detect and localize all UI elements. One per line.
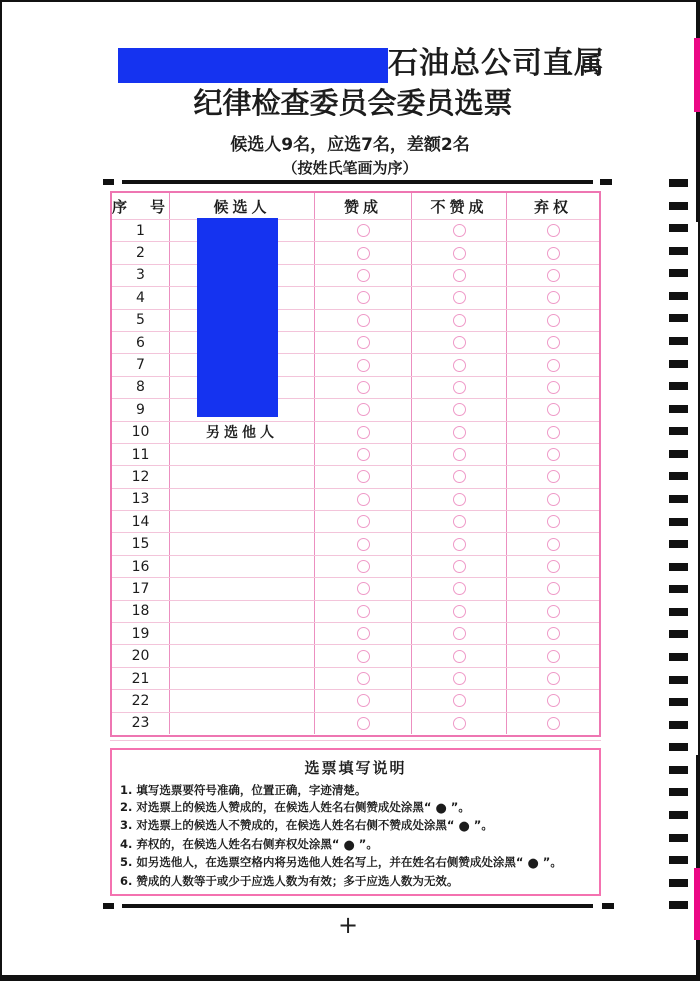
disapprove-cell[interactable] (411, 422, 506, 443)
vote-circle[interactable] (357, 314, 370, 327)
disapprove-cell[interactable] (411, 668, 506, 689)
filled-bubble-icon: ● (458, 819, 470, 834)
vote-circle[interactable] (453, 247, 466, 260)
vote-circle[interactable] (357, 359, 370, 372)
table-row (112, 309, 599, 331)
timing-mark (669, 721, 688, 729)
instruction-list (120, 782, 591, 889)
table-row (112, 510, 599, 532)
candidate-cell (169, 623, 314, 644)
vote-circle[interactable] (547, 314, 560, 327)
vote-circle[interactable] (453, 381, 466, 394)
approve-cell[interactable] (314, 310, 411, 331)
disapprove-cell[interactable] (411, 354, 506, 375)
abstain-cell[interactable] (506, 533, 599, 554)
timing-mark (669, 518, 688, 526)
abstain-cell[interactable] (506, 713, 599, 734)
table-row (112, 219, 599, 241)
approve-cell[interactable] (314, 668, 411, 689)
vote-circle[interactable] (453, 650, 466, 663)
candidate-cell (169, 466, 314, 487)
table-row (112, 577, 599, 599)
abstain-cell[interactable] (506, 220, 599, 241)
vote-circle[interactable] (547, 538, 560, 551)
abstain-cell[interactable] (506, 354, 599, 375)
table-row (112, 667, 599, 689)
approve-cell[interactable] (314, 265, 411, 286)
timing-mark (669, 834, 688, 842)
approve-cell[interactable] (314, 489, 411, 510)
table-row (112, 600, 599, 622)
abstain-cell[interactable] (506, 690, 599, 711)
candidate-cell (169, 690, 314, 711)
vote-circle[interactable] (453, 291, 466, 304)
disapprove-cell[interactable] (411, 601, 506, 622)
timing-mark (669, 427, 688, 435)
approve-cell[interactable] (314, 645, 411, 666)
timing-mark (669, 608, 688, 616)
disapprove-cell[interactable] (411, 444, 506, 465)
vote-circle[interactable] (453, 605, 466, 618)
instruction-item: 3. 对选票上的候选人不赞成的，在候选人姓名右侧不赞成处涂黑“ ● ”。 (120, 818, 493, 834)
vote-circle[interactable] (357, 426, 370, 439)
disapprove-cell[interactable] (411, 533, 506, 554)
row-number: 5 (136, 312, 145, 329)
abstain-cell[interactable] (506, 489, 599, 510)
row-number: 16 (131, 558, 150, 575)
approve-cell[interactable] (314, 690, 411, 711)
vote-circle[interactable] (547, 605, 560, 618)
vote-circle[interactable] (547, 470, 560, 483)
table-row (112, 376, 599, 398)
disapprove-cell[interactable] (411, 399, 506, 420)
scan-edge-top (0, 0, 700, 2)
disapprove-cell[interactable] (411, 310, 506, 331)
rule-cap-top-right (600, 179, 612, 185)
vote-circle[interactable] (357, 291, 370, 304)
abstain-cell[interactable] (506, 310, 599, 331)
row-number: 3 (136, 267, 145, 284)
row-number: 21 (131, 670, 150, 687)
timing-mark (669, 405, 688, 413)
vote-circle[interactable] (357, 582, 370, 595)
timing-mark (669, 360, 688, 368)
candidate-cell (169, 511, 314, 532)
timing-mark (669, 202, 688, 210)
disapprove-cell[interactable] (411, 287, 506, 308)
table-row (112, 331, 599, 353)
vote-circle[interactable] (547, 582, 560, 595)
timing-mark (669, 382, 688, 390)
row-number: 10 (131, 424, 150, 441)
table-body (112, 219, 599, 734)
approve-cell[interactable] (314, 556, 411, 577)
instructions-box (110, 748, 601, 896)
table-row (112, 286, 599, 308)
candidate-cell (169, 713, 314, 734)
vote-circle[interactable] (357, 560, 370, 573)
vote-circle[interactable] (453, 314, 466, 327)
table-row (112, 644, 599, 666)
header-disapprove: 不赞成 (411, 193, 506, 219)
table-row (112, 532, 599, 554)
table-row (112, 488, 599, 510)
table-row (112, 622, 599, 644)
filled-bubble-icon: ● (435, 800, 447, 816)
vote-circle[interactable] (547, 381, 560, 394)
ballot-title-line1: 石油总公司直属 (388, 46, 605, 81)
disapprove-cell[interactable] (411, 556, 506, 577)
candidate-cell (169, 489, 314, 510)
abstain-cell[interactable] (506, 265, 599, 286)
timing-mark (669, 676, 688, 684)
vote-circle[interactable] (453, 426, 466, 439)
filled-bubble-icon: ● (527, 856, 539, 871)
vote-circle[interactable] (453, 538, 466, 551)
header-abstain: 弃权 (506, 193, 599, 219)
vote-circle[interactable] (453, 359, 466, 372)
timing-mark (669, 901, 688, 909)
row-number: 17 (131, 580, 150, 597)
rule-cap-top-left (103, 179, 114, 185)
approve-cell[interactable] (314, 332, 411, 353)
vote-circle[interactable] (547, 515, 560, 528)
abstain-cell[interactable] (506, 287, 599, 308)
magenta-strip-bottom (694, 868, 700, 940)
vote-circle[interactable] (547, 448, 560, 461)
timing-mark (669, 856, 688, 864)
timing-mark (669, 653, 688, 661)
table-row (112, 712, 599, 734)
table-row (112, 555, 599, 577)
abstain-cell[interactable] (506, 601, 599, 622)
vote-circle[interactable] (547, 336, 560, 349)
disapprove-cell[interactable] (411, 220, 506, 241)
vote-circle[interactable] (357, 470, 370, 483)
instruction-item: 2. 对选票上的候选人赞成的，在候选人姓名右侧赞成处涂黑“ ● ”。 (120, 799, 470, 816)
disapprove-cell[interactable] (411, 511, 506, 532)
vote-circle[interactable] (453, 403, 466, 416)
vote-circle[interactable] (453, 470, 466, 483)
abstain-cell[interactable] (506, 511, 599, 532)
approve-cell[interactable] (314, 287, 411, 308)
vote-circle[interactable] (453, 694, 466, 707)
approve-cell[interactable] (314, 578, 411, 599)
approve-cell[interactable] (314, 354, 411, 375)
disapprove-cell[interactable] (411, 578, 506, 599)
row-number: 1 (136, 222, 145, 239)
table-row (112, 421, 599, 443)
vote-circle[interactable] (453, 224, 466, 237)
abstain-cell[interactable] (506, 466, 599, 487)
abstain-cell[interactable] (506, 242, 599, 263)
approve-cell[interactable] (314, 377, 411, 398)
vote-circle[interactable] (357, 627, 370, 640)
instruction-item: 6. 赞成的人数等于或少于应选人数为有效；多于应选人数为无效。 (120, 873, 459, 888)
row-number: 13 (131, 491, 150, 508)
vote-circle[interactable] (357, 538, 370, 551)
vote-circle[interactable] (453, 717, 466, 730)
timing-mark (669, 247, 688, 255)
disapprove-cell[interactable] (411, 489, 506, 510)
vote-circle[interactable] (357, 672, 370, 685)
row-number: 15 (131, 536, 150, 553)
approve-cell[interactable] (314, 623, 411, 644)
table-row (112, 465, 599, 487)
vote-circle[interactable] (357, 224, 370, 237)
timing-mark (669, 314, 688, 322)
table-row (112, 443, 599, 465)
rule-cap-bottom-right (602, 903, 614, 909)
vote-circle[interactable] (453, 560, 466, 573)
vote-circle[interactable] (453, 515, 466, 528)
vote-circle[interactable] (547, 426, 560, 439)
candidate-cell (169, 444, 314, 465)
approve-cell[interactable] (314, 511, 411, 532)
row-number: 7 (136, 357, 145, 374)
row-number: 22 (131, 692, 150, 709)
approve-cell[interactable] (314, 242, 411, 263)
vote-circle[interactable] (547, 672, 560, 685)
vote-circle[interactable] (547, 247, 560, 260)
vote-circle[interactable] (357, 694, 370, 707)
header-approve: 赞成 (314, 193, 411, 219)
timing-mark (669, 585, 688, 593)
vote-circle[interactable] (547, 224, 560, 237)
filled-bubble-icon: ● (343, 837, 355, 853)
table-row (112, 689, 599, 711)
vote-circle[interactable] (547, 403, 560, 416)
candidate-cell (169, 668, 314, 689)
timing-mark (669, 224, 688, 232)
disapprove-cell[interactable] (411, 623, 506, 644)
approve-cell[interactable] (314, 220, 411, 241)
approve-cell[interactable] (314, 466, 411, 487)
approve-cell[interactable] (314, 533, 411, 554)
registration-plus-mark: + (338, 911, 359, 939)
header-candidate: 候选人 (169, 193, 314, 219)
magenta-strip-top (694, 38, 700, 112)
row-number: 20 (131, 648, 150, 665)
vote-circle[interactable] (453, 493, 466, 506)
abstain-cell[interactable] (506, 422, 599, 443)
timing-mark (669, 788, 688, 796)
disapprove-cell[interactable] (411, 242, 506, 263)
row-number: 9 (136, 401, 145, 418)
candidate-cell (169, 578, 314, 599)
vote-circle[interactable] (547, 560, 560, 573)
vote-circle[interactable] (453, 336, 466, 349)
vote-circle[interactable] (453, 672, 466, 685)
scan-edge-bottom (0, 975, 700, 981)
ballot-title-line2: 纪律检查委员会委员选票 (193, 86, 513, 120)
row-number: 8 (136, 379, 145, 396)
redaction-box-candidates (197, 218, 278, 417)
disapprove-cell[interactable] (411, 265, 506, 286)
table-row (112, 264, 599, 286)
calibration-rule-bottom (122, 904, 593, 908)
approve-cell[interactable] (314, 422, 411, 443)
timing-mark (669, 495, 688, 503)
table-row (112, 353, 599, 375)
disapprove-cell[interactable] (411, 332, 506, 353)
timing-mark (669, 563, 688, 571)
table-header-row (112, 193, 599, 219)
timing-mark (669, 179, 688, 187)
instruction-item: 1. 填写选票要符号准确，位置正确，字迹清楚。 (120, 783, 367, 797)
vote-circle[interactable] (357, 717, 370, 730)
row-number: 19 (131, 625, 150, 642)
approve-cell[interactable] (314, 713, 411, 734)
disapprove-cell[interactable] (411, 645, 506, 666)
candidate-cell (169, 533, 314, 554)
timing-mark (669, 743, 688, 751)
timing-mark (669, 879, 688, 887)
vote-circle[interactable] (547, 291, 560, 304)
approve-cell[interactable] (314, 601, 411, 622)
row-number: 6 (136, 334, 145, 351)
candidate-count-subtitle: 候选人9名，应选7名，差额2名 (230, 135, 470, 155)
instructions-title: 选票填写说明 (304, 759, 407, 777)
vote-circle[interactable] (357, 515, 370, 528)
timing-mark (669, 630, 688, 638)
abstain-cell[interactable] (506, 623, 599, 644)
timing-mark (669, 269, 688, 277)
vote-circle[interactable] (547, 650, 560, 663)
candidate-cell (169, 601, 314, 622)
vote-circle[interactable] (547, 694, 560, 707)
vote-circle[interactable] (357, 448, 370, 461)
timing-mark (669, 450, 688, 458)
candidate-cell: 另选他人 (169, 422, 314, 443)
abstain-cell[interactable] (506, 377, 599, 398)
ballot-table (110, 191, 601, 737)
vote-circle[interactable] (453, 582, 466, 595)
row-number: 14 (131, 513, 150, 530)
candidate-cell (169, 556, 314, 577)
table-row (112, 241, 599, 263)
vote-circle[interactable] (547, 627, 560, 640)
approve-cell[interactable] (314, 399, 411, 420)
row-number: 18 (131, 603, 150, 620)
abstain-cell[interactable] (506, 444, 599, 465)
vote-circle[interactable] (453, 627, 466, 640)
timing-mark (669, 766, 688, 774)
table-bottom-shadow (110, 740, 601, 741)
vote-circle[interactable] (453, 269, 466, 282)
header-seq: 序 号 (112, 197, 169, 216)
abstain-cell[interactable] (506, 578, 599, 599)
vote-circle[interactable] (547, 717, 560, 730)
row-number: 12 (131, 468, 150, 485)
row-number: 2 (136, 245, 145, 262)
vote-circle[interactable] (547, 269, 560, 282)
timing-mark (669, 540, 688, 548)
vote-circle[interactable] (547, 359, 560, 372)
vote-circle[interactable] (357, 605, 370, 618)
surname-order-note: （按姓氏笔画为序） (282, 159, 418, 177)
candidate-cell (169, 645, 314, 666)
disapprove-cell[interactable] (411, 466, 506, 487)
rule-cap-bottom-left (103, 903, 114, 909)
vote-circle[interactable] (357, 493, 370, 506)
vote-circle[interactable] (357, 650, 370, 663)
row-number: 4 (136, 289, 145, 306)
redaction-box-title (118, 48, 388, 83)
abstain-cell[interactable] (506, 645, 599, 666)
approve-cell[interactable] (314, 444, 411, 465)
vote-circle[interactable] (357, 336, 370, 349)
vote-circle[interactable] (453, 448, 466, 461)
calibration-rule-top (122, 180, 593, 184)
vote-circle[interactable] (357, 269, 370, 282)
disapprove-cell[interactable] (411, 713, 506, 734)
vote-circle[interactable] (357, 403, 370, 416)
row-number: 23 (131, 715, 150, 732)
abstain-cell[interactable] (506, 556, 599, 577)
abstain-cell[interactable] (506, 668, 599, 689)
instruction-item: 5. 如另选他人，在选票空格内将另选他人姓名写上，并在姓名右侧赞成处涂黑“ ● ”。 (120, 855, 562, 871)
timing-mark (669, 337, 688, 345)
instruction-item: 4. 弃权的，在候选人姓名右侧弃权处涂黑“ ● ”。 (120, 836, 378, 853)
timing-mark (669, 698, 688, 706)
timing-mark (669, 292, 688, 300)
vote-circle[interactable] (357, 247, 370, 260)
row-number: 11 (131, 446, 150, 463)
table-row (112, 398, 599, 420)
abstain-cell[interactable] (506, 399, 599, 420)
abstain-cell[interactable] (506, 332, 599, 353)
vote-circle[interactable] (547, 493, 560, 506)
timing-mark (669, 811, 688, 819)
disapprove-cell[interactable] (411, 690, 506, 711)
timing-mark (669, 472, 688, 480)
vote-circle[interactable] (357, 381, 370, 394)
disapprove-cell[interactable] (411, 377, 506, 398)
